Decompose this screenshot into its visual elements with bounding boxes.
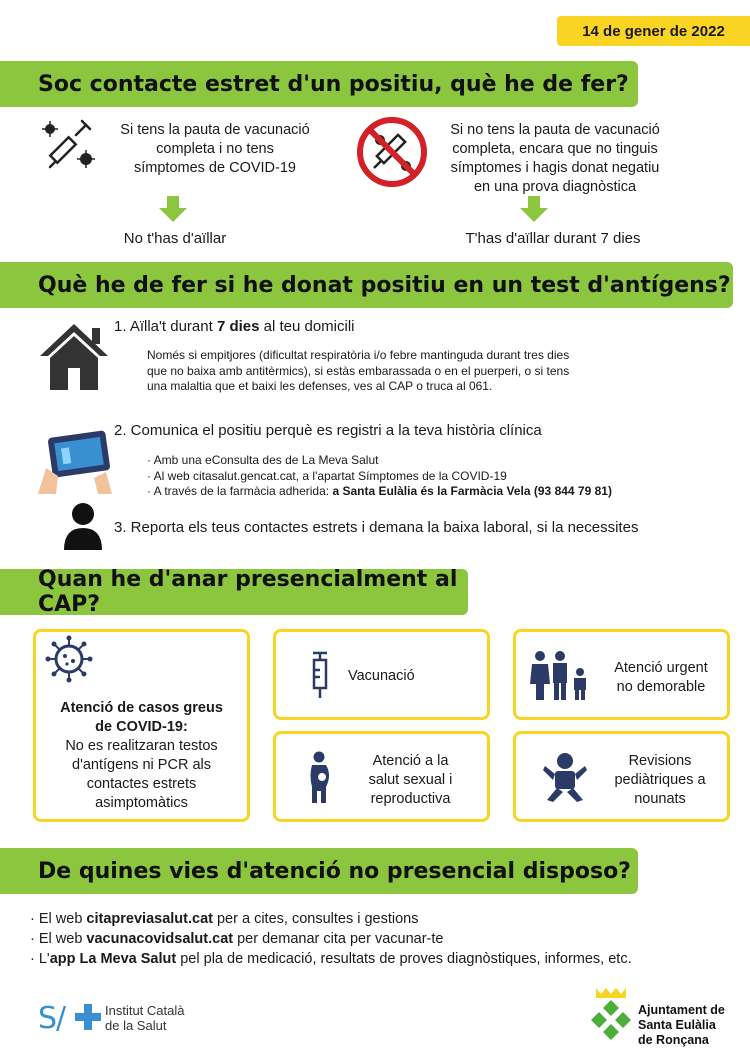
section-title-contact: Soc contacte estret d'un positiu, què he de fer? (0, 61, 638, 107)
remote-channels-list (30, 909, 632, 969)
list-item: · El web vacunacovidsalut.cat per demanar cita per vacunar-te (30, 931, 444, 947)
tablet-icon (36, 428, 114, 496)
list-item: · L'app La Meva Salut pel pla de medicació, resultats de proves diagnòstiques, informes, etc. (30, 951, 632, 967)
condition-unvaccinated: Si no tens la pauta de vacunació completa, encara que no tinguis símptomes i hagis donat negatiu en una prova diagnòstica (450, 122, 660, 195)
link-citaprevia[interactable]: citapreviasalut.cat (86, 911, 213, 927)
pregnant-woman-icon (306, 751, 334, 803)
ics-logo-mark: S/ (38, 1001, 66, 1036)
result-isolation: T'has d'aïllar durant 7 dies (465, 230, 641, 247)
baby-icon (543, 752, 587, 802)
step-1-title: 1. Aïlla't durant 7 dies al teu domicili (114, 318, 355, 335)
list-item: · El web citapreviasalut.cat per a cites, consultes i gestions (30, 911, 419, 927)
section-title-cap: Quan he d'anar presencialment al CAP? (0, 569, 468, 615)
ics-logo-text: Institut Català de la Salut (105, 1003, 185, 1033)
pediatric-label: Revisions pediàtriques a nounats (614, 753, 706, 807)
step-1-detail: Només si empitjores (dificultat respiratòria i/o febre mantinguda durant tres dies que no baixa amb antitèrmics), si estàs embarassada o en el puerperi, o si tens una malaltia que et baixi les defenses, ves al CAP o truca al 061. (147, 348, 570, 393)
severe-cases-text: Atenció de casos greus de COVID-19: No es realitzaran testos d'antígens ni PCR als contactes estrets asimptomàtics (60, 700, 223, 811)
house-icon (36, 320, 112, 392)
step-2-detail: · Amb una eConsulta des de La Meva Salut · Al web citasalut.gencat.cat, a l'apartat Símptomes de la COVID-19 · A través de la farmàcia adherida: a Santa Eulàlia és la Farmàcia Vela (93 844 79 81) (147, 453, 612, 498)
ics-cross-icon (75, 1004, 101, 1030)
no-vaccine-icon (356, 116, 428, 188)
ajuntament-shield-icon (588, 986, 634, 1048)
ajuntament-text: Ajuntament de Santa Eulàlia de Ronçana (638, 1003, 725, 1047)
person-icon (62, 502, 104, 550)
condition-vaccinated: Si tens la pauta de vacunació completa i no tens símptomes de COVID-19 (120, 122, 310, 176)
result-no-isolation: No t'has d'aïllar (123, 230, 227, 247)
urgent-label: Atenció urgent no demorable (614, 660, 708, 695)
sexual-health-label: Atenció a la salut sexual i reproductiva (368, 753, 453, 807)
step-3-title: 3. Reporta els teus contactes estrets i demana la baixa laboral, si la necessites (114, 519, 639, 536)
family-icon (528, 650, 592, 700)
syringe-virus-icon (38, 115, 98, 175)
date-badge: 14 de gener de 2022 (557, 16, 750, 46)
link-vacunacovid[interactable]: vacunacovidsalut.cat (86, 931, 234, 947)
section-title-remote: De quines vies d'atenció no presencial disposo? (0, 848, 638, 894)
vaccination-label: Vacunació (348, 668, 415, 684)
virus-icon (44, 634, 94, 684)
app-la-meva-salut: app La Meva Salut (49, 951, 177, 967)
section-title-positive: Què he de fer si he donat positiu en un test d'antígens? (0, 262, 733, 308)
step-2-title: 2. Comunica el positiu perquè es registri a la teva història clínica (114, 422, 542, 439)
syringe-icon (307, 650, 333, 700)
